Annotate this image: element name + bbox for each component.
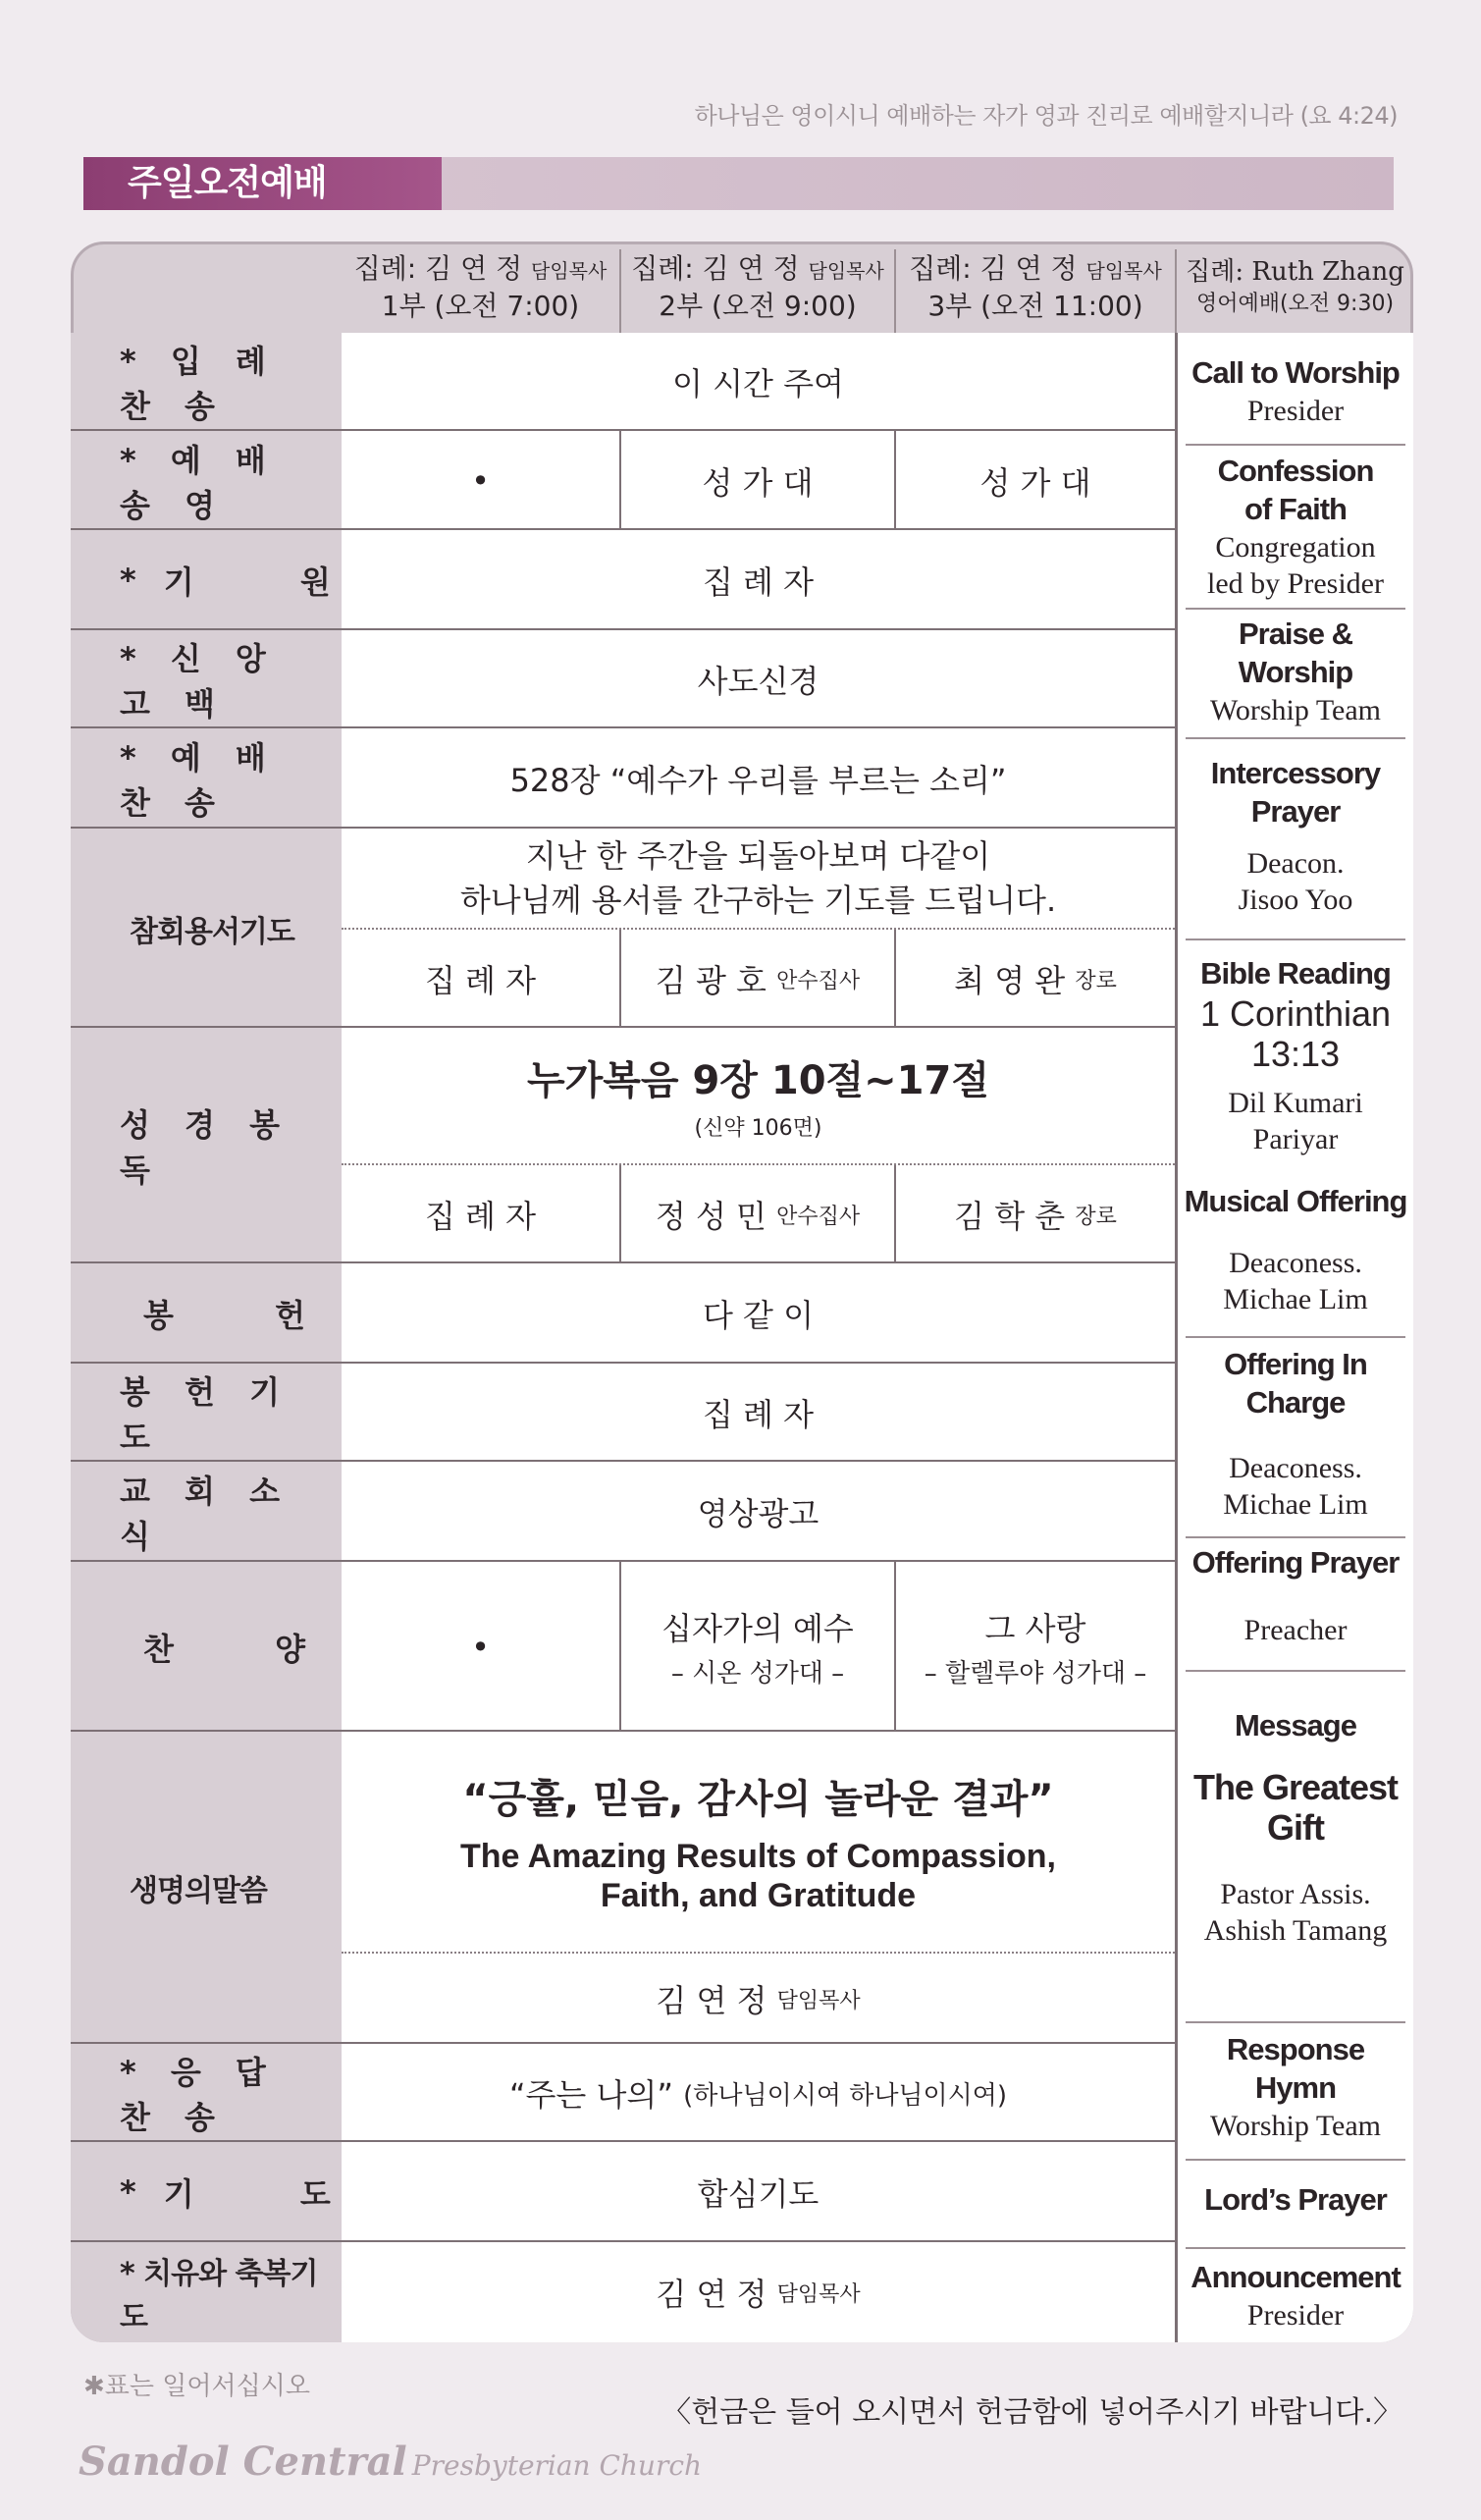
row-creed — [71, 630, 1175, 728]
row-confession-prayer — [71, 829, 1175, 1028]
header-officiant: 집례: Ruth Zhang — [1186, 257, 1404, 288]
english-message: Message The Greatest Gift Pastor Assis. Ashish Tamang — [1192, 1708, 1399, 1948]
row-content — [342, 1028, 1175, 1263]
row-content — [342, 1732, 1175, 2044]
cell-text: • — [471, 461, 490, 500]
row-offering-prayer — [71, 1364, 1175, 1462]
scripture-reference: 누가복음 9장 10절~17절 — [526, 1058, 989, 1103]
row-anthem — [71, 1562, 1175, 1732]
sermon-title-ko: “긍휼, 믿음, 감사의 놀라운 결과” — [462, 1777, 1054, 1823]
english-response-hymn: Response Hymn Worship Team — [1209, 2032, 1382, 2142]
cell-text: 김 학 춘 장로 — [954, 1198, 1117, 1235]
header-officiant: 집례: 김 연 정 — [909, 251, 1078, 285]
english-announcement: Announcement Presider — [1190, 2260, 1401, 2332]
english-divider — [1186, 1536, 1405, 1538]
row-invocation — [71, 530, 1175, 630]
cell-text: 집 례 자 — [424, 1198, 537, 1235]
english-lords-prayer: Lord’s Prayer — [1204, 2182, 1387, 2217]
cell-text: 이 시간 주여 — [672, 365, 844, 402]
standing-note: ✱표는 일어서십시오 — [83, 2372, 310, 2401]
english-divider — [1186, 1670, 1405, 1672]
english-offering-prayer: Offering Prayer Preacher — [1191, 1545, 1400, 1646]
cell-text: • — [471, 1628, 490, 1666]
row-hymn — [71, 728, 1175, 829]
row-announcements — [71, 1462, 1175, 1562]
english-intercessory: Intercessory Prayer Deacon. Jisoo Yoo — [1210, 756, 1381, 916]
cell-text: 십자가의 예수 – 시온 성가대 – — [661, 1610, 854, 1689]
church-name: Sandol Central — [79, 2439, 407, 2485]
row-content — [342, 2242, 1175, 2342]
page-title: 주일오전예배 — [83, 157, 442, 210]
row-content — [342, 1562, 1175, 1732]
cell-text: 성 가 대 — [979, 463, 1091, 502]
cell-text: 김 연 정 담임목사 — [656, 2276, 861, 2313]
row-label: * 예 배 찬 송 — [71, 728, 342, 829]
cell-text: 김 광 호 안수집사 — [655, 962, 861, 999]
english-divider — [1186, 2247, 1405, 2249]
row-label: * 응 답 찬 송 — [71, 2044, 342, 2142]
cell-text: 성 가 대 — [702, 463, 814, 502]
row-label: 교 회 소 식 — [71, 1462, 342, 1562]
english-praise: Praise & Worship Worship Team — [1209, 617, 1382, 726]
row-sermon — [71, 1732, 1175, 2044]
row-content — [342, 728, 1175, 829]
cell-text: 그 사랑 – 할렐루야 성가대 – — [924, 1610, 1147, 1689]
cell-text: 집 례 자 — [702, 1396, 815, 1433]
row-label: 찬 양 — [71, 1562, 342, 1732]
cell-text: “주는 나의” (하나님이시여 하나님이시여) — [508, 2076, 1008, 2114]
row-label: * 기 원 — [71, 530, 342, 630]
header-time: 2부 (오전 9:00) — [659, 289, 857, 322]
sermon-title-en: The Amazing Results of Compassion, Faith, and Gratitude — [459, 1838, 1057, 1914]
row-content — [342, 1462, 1175, 1562]
english-divider — [1186, 444, 1405, 446]
row-content — [342, 530, 1175, 630]
cell-text: 지난 한 주간을 되돌아보며 다같이 하나님께 용서를 간구하는 기도를 드립니다. — [459, 836, 1057, 919]
header-service-1 — [342, 241, 619, 333]
english-divider — [1186, 2021, 1405, 2023]
english-musical-offering: Musical Offering Deaconess. Michae Lim — [1184, 1184, 1407, 1316]
cell-text: 김 연 정 담임목사 — [656, 1982, 861, 2019]
header-time: 3부 (오전 11:00) — [927, 289, 1143, 322]
row-content — [342, 1364, 1175, 1462]
row-label: * 치유와 축복기도 — [71, 2242, 342, 2342]
english-confession: Confession of Faith Congregation led by Presider — [1207, 454, 1384, 600]
header-officiant: 집례: 김 연 정 — [631, 251, 800, 285]
english-call-to-worship: Call to Worship Presider — [1191, 355, 1400, 427]
scripture-page: (신약 106면) — [694, 1116, 822, 1141]
row-response-hymn — [71, 2044, 1175, 2142]
header-role: 담임목사 — [1085, 258, 1162, 283]
english-offering-in-charge: Offering In Charge Deaconess. Michae Lim — [1223, 1347, 1368, 1521]
row-label: * 예 배 송 영 — [71, 431, 342, 530]
row-content — [342, 333, 1175, 431]
cell-text: 영상광고 — [697, 1495, 820, 1532]
cell-text: 집 례 자 — [424, 962, 537, 999]
cell-text — [342, 1028, 1175, 1163]
header-time: 영어예배(오전 9:30) — [1195, 292, 1395, 317]
header-english-service — [1177, 241, 1413, 333]
row-content — [342, 2044, 1175, 2142]
header-service-3 — [896, 241, 1175, 333]
church-subtitle: Presbyterian Church — [411, 2449, 703, 2482]
row-label: 봉 헌 기 도 — [71, 1364, 342, 1462]
english-divider — [1186, 608, 1405, 610]
row-scripture — [71, 1028, 1175, 1263]
cell-text: 다 같 이 — [702, 1297, 815, 1334]
cell-text: 정 성 민 안수집사 — [655, 1198, 861, 1235]
cell-text: 합심기도 — [697, 2175, 820, 2213]
header-service-2 — [621, 241, 894, 333]
english-divider — [1186, 938, 1405, 940]
header-officiant: 집례: 김 연 정 — [353, 251, 523, 285]
row-benediction — [71, 2242, 1175, 2342]
row-label: 봉 헌 — [71, 1263, 342, 1364]
cell-text: 집 례 자 — [702, 563, 815, 601]
row-content — [342, 829, 1175, 1028]
order-grid — [71, 333, 1175, 2342]
header-role: 담임목사 — [808, 258, 884, 283]
header-time: 1부 (오전 7:00) — [381, 289, 580, 322]
english-service-column — [1175, 333, 1413, 2342]
row-prayer — [71, 2142, 1175, 2242]
row-label: * 기 도 — [71, 2142, 342, 2242]
offering-note: 〈헌금은 들어 오시면서 헌금함에 넣어주시기 바랍니다.〉 — [661, 2395, 1402, 2430]
row-label: * 신 앙 고 백 — [71, 630, 342, 728]
english-divider — [1186, 2159, 1405, 2161]
church-logo — [79, 2439, 702, 2485]
row-label: 참회용서기도 — [71, 829, 342, 1028]
row-entrance-hymn — [71, 333, 1175, 431]
row-label: 성 경 봉 독 — [71, 1028, 342, 1263]
english-divider — [1186, 737, 1405, 739]
cell-text: 528장 “예수가 우리를 부르는 소리” — [509, 762, 1007, 799]
row-label: * 입 례 찬 송 — [71, 333, 342, 431]
row-content — [342, 2142, 1175, 2242]
row-content — [342, 630, 1175, 728]
sermon-title — [342, 1732, 1175, 1952]
row-label: 생명의말씀 — [71, 1732, 342, 2044]
header-role: 담임목사 — [531, 258, 608, 283]
cell-text: 최 영 완 장로 — [954, 962, 1117, 999]
english-divider — [1186, 1336, 1405, 1338]
verse-text: 하나님은 영이시니 예배하는 자가 영과 진리로 예배할지니라 (요 4:24) — [694, 102, 1398, 130]
row-content — [342, 1263, 1175, 1364]
row-doxology — [71, 431, 1175, 530]
english-bible-reading: Bible Reading 1 Corinthian 13:13 Dil Kumari Pariyar — [1199, 956, 1392, 1156]
cell-text: 사도신경 — [697, 663, 820, 700]
row-content — [342, 431, 1175, 530]
row-offering — [71, 1263, 1175, 1364]
